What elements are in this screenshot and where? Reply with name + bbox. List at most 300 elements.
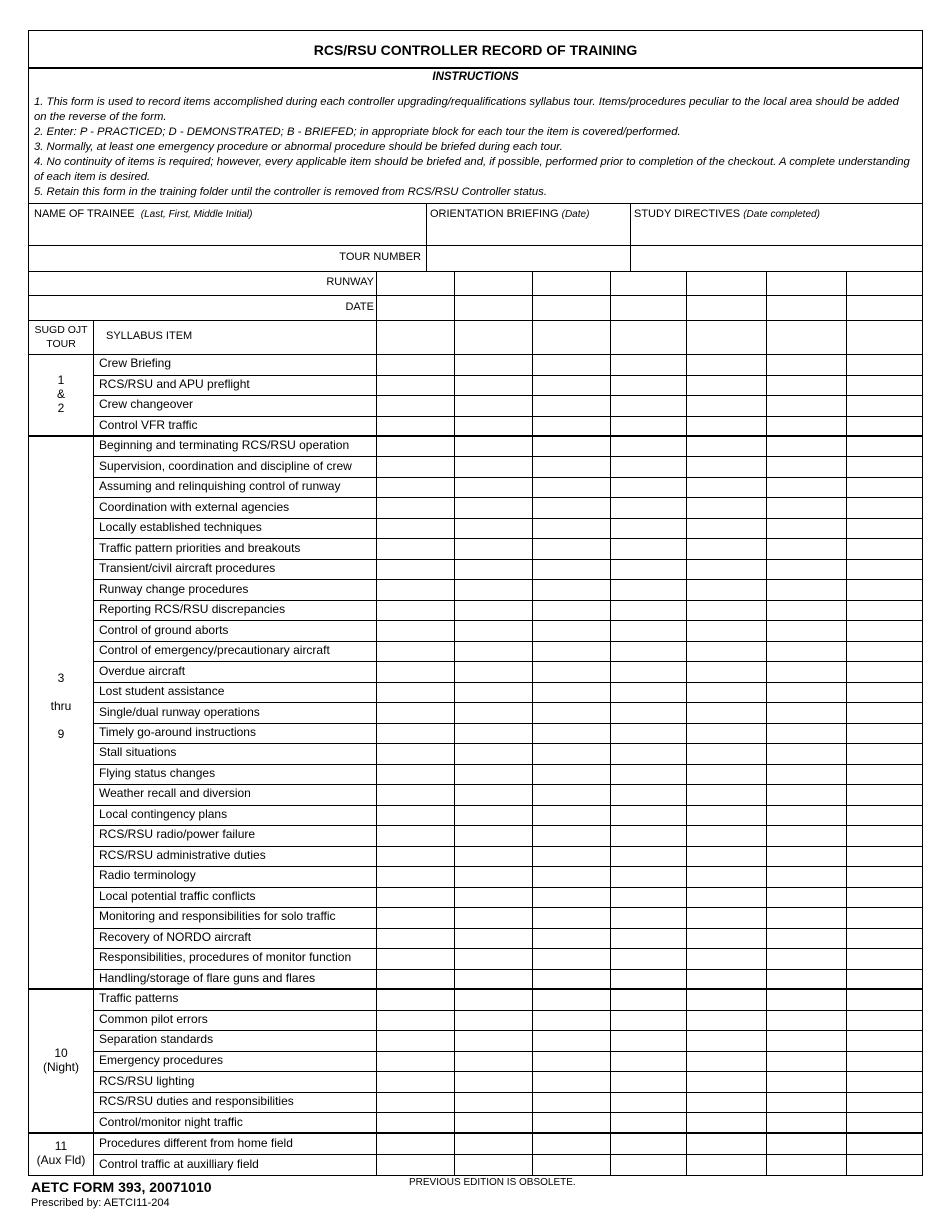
tour-entry-cell[interactable]: [376, 1112, 454, 1133]
tour-entry-cell[interactable]: [532, 1071, 610, 1092]
tour-entry-cell[interactable]: [376, 825, 454, 845]
tour-entry-cell[interactable]: [610, 989, 686, 1010]
tour-entry-cell[interactable]: [454, 907, 532, 927]
tour-group-line: thru: [50, 698, 72, 713]
tour-entry-cell[interactable]: [376, 784, 454, 804]
tour-entry-cell[interactable]: [686, 395, 766, 416]
tour-entry-cell[interactable]: [454, 948, 532, 968]
tour-entry-cell[interactable]: [846, 477, 922, 497]
tour-entry-cell[interactable]: [846, 682, 922, 702]
tour-entry-cell[interactable]: [686, 600, 766, 620]
tour-entry-cell[interactable]: [376, 477, 454, 497]
tour-entry-cell[interactable]: [686, 1133, 766, 1154]
tour-entry-cell[interactable]: [454, 456, 532, 476]
tour-entry-cell[interactable]: [454, 989, 532, 1010]
tour-entry-cell[interactable]: [610, 907, 686, 927]
tour-entry-cell[interactable]: [454, 395, 532, 416]
tour-entry-cell[interactable]: [610, 1030, 686, 1051]
trainee-name-label: NAME OF TRAINEE: [34, 208, 135, 220]
tour-entry-cell[interactable]: [454, 559, 532, 579]
tour-entry-cell[interactable]: [686, 1154, 766, 1175]
tour-entry-cell[interactable]: [532, 620, 610, 640]
tour-entry-cell[interactable]: [376, 948, 454, 968]
tour-entry-cell[interactable]: [376, 1051, 454, 1072]
tour-entry-cell[interactable]: [376, 579, 454, 599]
tour-entry-cell[interactable]: [610, 1051, 686, 1072]
tour-entry-cell[interactable]: [846, 702, 922, 722]
tour-entry-cell[interactable]: [610, 682, 686, 702]
syllabus-item: RCS/RSU radio/power failure: [99, 827, 256, 842]
tour-entry-cell[interactable]: [766, 1071, 846, 1092]
tour-entry-cell[interactable]: [610, 702, 686, 722]
tour-entry-cell[interactable]: [766, 948, 846, 968]
tour-entry-cell[interactable]: [766, 764, 846, 784]
tour-entry-cell[interactable]: [766, 928, 846, 948]
tour-entry-cell[interactable]: [766, 1010, 846, 1031]
tour-entry-cell[interactable]: [766, 1133, 846, 1154]
tour-entry-cell[interactable]: [532, 1092, 610, 1113]
tour-entry-cell[interactable]: [686, 702, 766, 722]
tour-entry-cell[interactable]: [686, 641, 766, 661]
tour-entry-cell[interactable]: [532, 497, 610, 517]
study-directives-field[interactable]: [634, 208, 820, 220]
syllabus-item: RCS/RSU duties and responsibilities: [99, 1094, 294, 1109]
tour-entry-cell[interactable]: [454, 518, 532, 538]
tour-entry-cell[interactable]: [766, 620, 846, 640]
tour-entry-cell[interactable]: [376, 436, 454, 456]
tour-entry-cell[interactable]: [532, 518, 610, 538]
tour-entry-cell[interactable]: [846, 948, 922, 968]
tour-entry-cell[interactable]: [846, 1071, 922, 1092]
tour-entry-cell[interactable]: [766, 723, 846, 743]
tour-entry-cell[interactable]: [686, 969, 766, 989]
tour-entry-cell[interactable]: [686, 825, 766, 845]
tour-entry-cell[interactable]: [454, 682, 532, 702]
tour-entry-cell[interactable]: [610, 846, 686, 866]
tour-entry-cell[interactable]: [376, 416, 454, 437]
tour-entry-cell[interactable]: [532, 661, 610, 681]
tour-entry-cell[interactable]: [376, 969, 454, 989]
tour-entry-cell[interactable]: [610, 661, 686, 681]
tour-entry-cell[interactable]: [532, 989, 610, 1010]
tour-entry-cell[interactable]: [532, 579, 610, 599]
tour-entry-cell[interactable]: [376, 682, 454, 702]
tour-entry-cell[interactable]: [454, 1071, 532, 1092]
tour-entry-cell[interactable]: [846, 1112, 922, 1133]
tour-entry-cell[interactable]: [610, 969, 686, 989]
tour-entry-cell[interactable]: [766, 661, 846, 681]
tour-entry-cell[interactable]: [846, 456, 922, 476]
tour-entry-cell[interactable]: [766, 866, 846, 886]
tour-entry-cell[interactable]: [686, 928, 766, 948]
tour-entry-cell[interactable]: [610, 887, 686, 907]
tour-entry-cell[interactable]: [376, 1092, 454, 1113]
tour-entry-cell[interactable]: [686, 518, 766, 538]
tour-entry-cell[interactable]: [376, 395, 454, 416]
tour-entry-cell[interactable]: [846, 375, 922, 396]
tour-entry-cell[interactable]: [376, 456, 454, 476]
tour-entry-cell[interactable]: [454, 805, 532, 825]
tour-entry-cell[interactable]: [766, 1154, 846, 1175]
tour-entry-cell[interactable]: [376, 641, 454, 661]
tour-entry-cell[interactable]: [376, 620, 454, 640]
tour-entry-cell[interactable]: [610, 579, 686, 599]
tour-entry-cell[interactable]: [532, 436, 610, 456]
tour-entry-cell[interactable]: [610, 784, 686, 804]
tour-entry-cell[interactable]: [532, 1133, 610, 1154]
tour-entry-cell[interactable]: [376, 1010, 454, 1031]
tour-entry-cell[interactable]: [766, 518, 846, 538]
tour-entry-cell[interactable]: [846, 1010, 922, 1031]
tour-entry-cell[interactable]: [532, 600, 610, 620]
tour-entry-cell[interactable]: [532, 682, 610, 702]
tour-entry-cell[interactable]: [532, 1030, 610, 1051]
tour-entry-cell[interactable]: [686, 1112, 766, 1133]
tour-entry-cell[interactable]: [846, 723, 922, 743]
tour-entry-cell[interactable]: [532, 846, 610, 866]
tour-entry-cell[interactable]: [686, 538, 766, 558]
tour-entry-cell[interactable]: [766, 805, 846, 825]
tour-entry-cell[interactable]: [846, 764, 922, 784]
tour-entry-cell[interactable]: [610, 600, 686, 620]
tour-entry-cell[interactable]: [532, 784, 610, 804]
tour-entry-cell[interactable]: [454, 375, 532, 396]
tour-entry-cell[interactable]: [454, 928, 532, 948]
tour-entry-cell[interactable]: [610, 1133, 686, 1154]
tour-entry-cell[interactable]: [532, 948, 610, 968]
tour-entry-cell[interactable]: [846, 579, 922, 599]
tour-entry-cell[interactable]: [846, 559, 922, 579]
tour-entry-cell[interactable]: [454, 764, 532, 784]
tour-entry-cell[interactable]: [454, 641, 532, 661]
tour-entry-cell[interactable]: [532, 641, 610, 661]
tour-entry-cell[interactable]: [846, 600, 922, 620]
tour-entry-cell[interactable]: [686, 682, 766, 702]
tour-entry-cell[interactable]: [610, 764, 686, 784]
tour-entry-cell[interactable]: [610, 928, 686, 948]
tour-entry-cell[interactable]: [846, 907, 922, 927]
tour-entry-cell[interactable]: [376, 559, 454, 579]
tour-entry-cell[interactable]: [376, 1030, 454, 1051]
tour-entry-cell[interactable]: [454, 866, 532, 886]
tour-entry-cell[interactable]: [766, 1092, 846, 1113]
tour-entry-cell[interactable]: [766, 682, 846, 702]
tour-entry-cell[interactable]: [376, 743, 454, 763]
syllabus-item: Traffic pattern priorities and breakouts: [99, 540, 301, 555]
tour-entry-cell[interactable]: [376, 887, 454, 907]
tour-entry-cell[interactable]: [766, 969, 846, 989]
tour-entry-cell[interactable]: [532, 969, 610, 989]
tour-entry-cell[interactable]: [846, 620, 922, 640]
tour-entry-cell[interactable]: [846, 1030, 922, 1051]
tour-entry-cell[interactable]: [610, 559, 686, 579]
tour-entry-cell[interactable]: [610, 518, 686, 538]
tour-entry-cell[interactable]: [686, 784, 766, 804]
tour-entry-cell[interactable]: [766, 477, 846, 497]
tour-entry-cell[interactable]: [376, 354, 454, 375]
tour-entry-cell[interactable]: [766, 600, 846, 620]
tour-entry-cell[interactable]: [454, 538, 532, 558]
tour-entry-cell[interactable]: [454, 600, 532, 620]
trainee-name-field[interactable]: [34, 208, 252, 220]
syllabus-item: Weather recall and diversion: [99, 786, 251, 801]
tour-entry-cell[interactable]: [454, 1092, 532, 1113]
tour-entry-cell[interactable]: [610, 723, 686, 743]
tour-entry-cell[interactable]: [766, 538, 846, 558]
tour-entry-cell[interactable]: [610, 416, 686, 437]
tour-entry-cell[interactable]: [376, 989, 454, 1010]
tour-entry-cell[interactable]: [686, 477, 766, 497]
tour-entry-cell[interactable]: [376, 518, 454, 538]
tour-entry-cell[interactable]: [846, 1133, 922, 1154]
tour-entry-cell[interactable]: [376, 907, 454, 927]
tour-entry-cell[interactable]: [610, 395, 686, 416]
tour-entry-cell[interactable]: [532, 764, 610, 784]
tour-entry-cell[interactable]: [610, 641, 686, 661]
tour-entry-cell[interactable]: [766, 743, 846, 763]
tour-entry-cell[interactable]: [610, 825, 686, 845]
tour-entry-cell[interactable]: [846, 887, 922, 907]
tour-entry-cell[interactable]: [610, 477, 686, 497]
tour-entry-cell[interactable]: [610, 497, 686, 517]
tour-entry-cell[interactable]: [846, 1051, 922, 1072]
tour-entry-cell[interactable]: [376, 805, 454, 825]
tour-entry-cell[interactable]: [766, 907, 846, 927]
tour-entry-cell[interactable]: [610, 436, 686, 456]
tour-entry-cell[interactable]: [376, 497, 454, 517]
instruction-1: 1. This form is used to record items accomplished during each controller upgrading/requalifications syllabus tour. Items/procedures peculiar to the local area should be added on the reverse of the form.: [34, 96, 899, 123]
tour-entry-cell[interactable]: [532, 928, 610, 948]
tour-entry-cell[interactable]: [610, 805, 686, 825]
tour-entry-cell[interactable]: [846, 661, 922, 681]
tour-entry-cell[interactable]: [686, 436, 766, 456]
tour-entry-cell[interactable]: [610, 620, 686, 640]
tour-entry-cell[interactable]: [766, 456, 846, 476]
tour-entry-cell[interactable]: [766, 395, 846, 416]
tour-entry-cell[interactable]: [766, 559, 846, 579]
tour-entry-cell[interactable]: [376, 1071, 454, 1092]
tour-entry-cell[interactable]: [686, 559, 766, 579]
tour-entry-cell[interactable]: [376, 1133, 454, 1154]
tour-entry-cell[interactable]: [610, 354, 686, 375]
tour-entry-cell[interactable]: [532, 723, 610, 743]
tour-entry-cell[interactable]: [766, 354, 846, 375]
instructions-block: [34, 95, 914, 200]
tour-entry-cell[interactable]: [686, 948, 766, 968]
tour-entry-cell[interactable]: [454, 1154, 532, 1175]
tour-entry-cell[interactable]: [846, 538, 922, 558]
tour-entry-cell[interactable]: [532, 866, 610, 886]
tour-entry-cell[interactable]: [376, 661, 454, 681]
tour-entry-cell[interactable]: [766, 784, 846, 804]
tour-entry-cell[interactable]: [846, 641, 922, 661]
tour-entry-cell[interactable]: [610, 743, 686, 763]
tour-entry-cell[interactable]: [532, 887, 610, 907]
tour-entry-cell[interactable]: [686, 661, 766, 681]
tour-entry-cell[interactable]: [376, 928, 454, 948]
tour-entry-cell[interactable]: [532, 538, 610, 558]
tour-entry-cell[interactable]: [454, 846, 532, 866]
tour-entry-cell[interactable]: [454, 497, 532, 517]
tour-entry-cell[interactable]: [376, 846, 454, 866]
tour-entry-cell[interactable]: [846, 846, 922, 866]
tour-entry-cell[interactable]: [686, 1051, 766, 1072]
tour-entry-cell[interactable]: [610, 1112, 686, 1133]
tour-entry-cell[interactable]: [846, 416, 922, 437]
tour-entry-cell[interactable]: [686, 620, 766, 640]
tour-entry-cell[interactable]: [376, 600, 454, 620]
tour-entry-cell[interactable]: [846, 784, 922, 804]
tour-entry-cell[interactable]: [846, 395, 922, 416]
tour-entry-cell[interactable]: [846, 1154, 922, 1175]
tour-entry-cell[interactable]: [454, 354, 532, 375]
tour-entry-cell[interactable]: [454, 620, 532, 640]
tour-entry-cell[interactable]: [686, 846, 766, 866]
tour-entry-cell[interactable]: [846, 354, 922, 375]
tour-entry-cell[interactable]: [846, 866, 922, 886]
orientation-briefing-label: ORIENTATION BRIEFING: [430, 208, 559, 220]
tour-entry-cell[interactable]: [686, 1071, 766, 1092]
tour-entry-cell[interactable]: [766, 436, 846, 456]
tour-entry-cell[interactable]: [686, 375, 766, 396]
tour-entry-cell[interactable]: [454, 825, 532, 845]
tour-entry-cell[interactable]: [376, 723, 454, 743]
tour-entry-cell[interactable]: [686, 743, 766, 763]
tour-entry-cell[interactable]: [532, 456, 610, 476]
tour-entry-cell[interactable]: [454, 1010, 532, 1031]
tour-entry-cell[interactable]: [454, 887, 532, 907]
tour-entry-cell[interactable]: [532, 1112, 610, 1133]
tour-entry-cell[interactable]: [610, 1071, 686, 1092]
tour-entry-cell[interactable]: [846, 928, 922, 948]
tour-entry-cell[interactable]: [454, 702, 532, 722]
tour-entry-cell[interactable]: [766, 1051, 846, 1072]
tour-entry-cell[interactable]: [532, 743, 610, 763]
tour-entry-cell[interactable]: [766, 846, 846, 866]
tour-entry-cell[interactable]: [846, 969, 922, 989]
tour-entry-cell[interactable]: [532, 1010, 610, 1031]
tour-entry-cell[interactable]: [846, 518, 922, 538]
tour-entry-cell[interactable]: [532, 1051, 610, 1072]
tour-entry-cell[interactable]: [610, 456, 686, 476]
tour-group-line: &: [56, 386, 65, 401]
tour-entry-cell[interactable]: [766, 641, 846, 661]
tour-entry-cell[interactable]: [846, 805, 922, 825]
tour-entry-cell[interactable]: [686, 1030, 766, 1051]
syllabus-item: Locally established techniques: [99, 520, 262, 535]
tour-entry-cell[interactable]: [532, 1154, 610, 1175]
tour-entry-cell[interactable]: [686, 1010, 766, 1031]
tour-entry-cell[interactable]: [532, 805, 610, 825]
tour-entry-cell[interactable]: [610, 375, 686, 396]
tour-entry-cell[interactable]: [454, 416, 532, 437]
tour-entry-cell[interactable]: [454, 743, 532, 763]
tour-entry-cell[interactable]: [766, 579, 846, 599]
tour-entry-cell[interactable]: [454, 969, 532, 989]
instructions-heading: INSTRUCTIONS: [432, 71, 519, 83]
tour-entry-cell[interactable]: [532, 395, 610, 416]
tour-entry-cell[interactable]: [686, 907, 766, 927]
tour-entry-cell[interactable]: [610, 948, 686, 968]
tour-entry-cell[interactable]: [686, 456, 766, 476]
tour-entry-cell[interactable]: [376, 702, 454, 722]
tour-entry-cell[interactable]: [376, 538, 454, 558]
tour-entry-cell[interactable]: [454, 477, 532, 497]
tour-entry-cell[interactable]: [686, 497, 766, 517]
tour-entry-cell[interactable]: [532, 375, 610, 396]
tour-entry-cell[interactable]: [610, 1010, 686, 1031]
tour-entry-cell[interactable]: [686, 354, 766, 375]
tour-entry-cell[interactable]: [686, 805, 766, 825]
tour-entry-cell[interactable]: [766, 416, 846, 437]
date-label: DATE: [345, 301, 374, 313]
tour-entry-cell[interactable]: [686, 866, 766, 886]
tour-entry-cell[interactable]: [846, 743, 922, 763]
tour-entry-cell[interactable]: [376, 866, 454, 886]
tour-group-line: 11: [54, 1139, 68, 1153]
tour-entry-cell[interactable]: [686, 764, 766, 784]
tour-entry-cell[interactable]: [846, 825, 922, 845]
syllabus-item: Beginning and terminating RCS/RSU operation: [99, 438, 350, 453]
tour-entry-cell[interactable]: [686, 416, 766, 437]
tour-entry-cell[interactable]: [686, 579, 766, 599]
orientation-briefing-field[interactable]: [430, 208, 589, 220]
tour-entry-cell[interactable]: [846, 989, 922, 1010]
tour-entry-cell[interactable]: [610, 538, 686, 558]
tour-entry-cell[interactable]: [532, 416, 610, 437]
tour-entry-cell[interactable]: [610, 1154, 686, 1175]
tour-entry-cell[interactable]: [846, 497, 922, 517]
tour-entry-cell[interactable]: [532, 354, 610, 375]
tour-entry-cell[interactable]: [532, 559, 610, 579]
tour-entry-cell[interactable]: [454, 436, 532, 456]
tour-entry-cell[interactable]: [686, 989, 766, 1010]
tour-entry-cell[interactable]: [766, 825, 846, 845]
tour-entry-cell[interactable]: [454, 784, 532, 804]
tour-entry-cell[interactable]: [454, 579, 532, 599]
tour-entry-cell[interactable]: [846, 436, 922, 456]
tour-entry-cell[interactable]: [454, 661, 532, 681]
tour-entry-cell[interactable]: [686, 723, 766, 743]
tour-entry-cell[interactable]: [454, 1030, 532, 1051]
tour-entry-cell[interactable]: [766, 375, 846, 396]
tour-entry-cell[interactable]: [686, 1092, 766, 1113]
tour-entry-cell[interactable]: [766, 497, 846, 517]
tour-entry-cell[interactable]: [376, 1154, 454, 1175]
tour-entry-cell[interactable]: [532, 702, 610, 722]
tour-entry-cell[interactable]: [376, 375, 454, 396]
syllabus-item: Runway change procedures: [99, 581, 249, 596]
tour-entry-cell[interactable]: [846, 1092, 922, 1113]
tour-entry-cell[interactable]: [610, 866, 686, 886]
tour-entry-cell[interactable]: [532, 477, 610, 497]
tour-entry-cell[interactable]: [454, 1051, 532, 1072]
tour-entry-cell[interactable]: [454, 1133, 532, 1154]
tour-entry-cell[interactable]: [686, 887, 766, 907]
tour-entry-cell[interactable]: [766, 887, 846, 907]
tour-entry-cell[interactable]: [610, 1092, 686, 1113]
tour-entry-cell[interactable]: [454, 723, 532, 743]
tour-entry-cell[interactable]: [766, 989, 846, 1010]
tour-entry-cell[interactable]: [766, 702, 846, 722]
study-directives-label: STUDY DIRECTIVES: [634, 208, 741, 220]
tour-entry-cell[interactable]: [766, 1112, 846, 1133]
tour-entry-cell[interactable]: [532, 907, 610, 927]
tour-entry-cell[interactable]: [376, 764, 454, 784]
tour-entry-cell[interactable]: [454, 1112, 532, 1133]
tour-entry-cell[interactable]: [532, 825, 610, 845]
tour-entry-cell[interactable]: [766, 1030, 846, 1051]
